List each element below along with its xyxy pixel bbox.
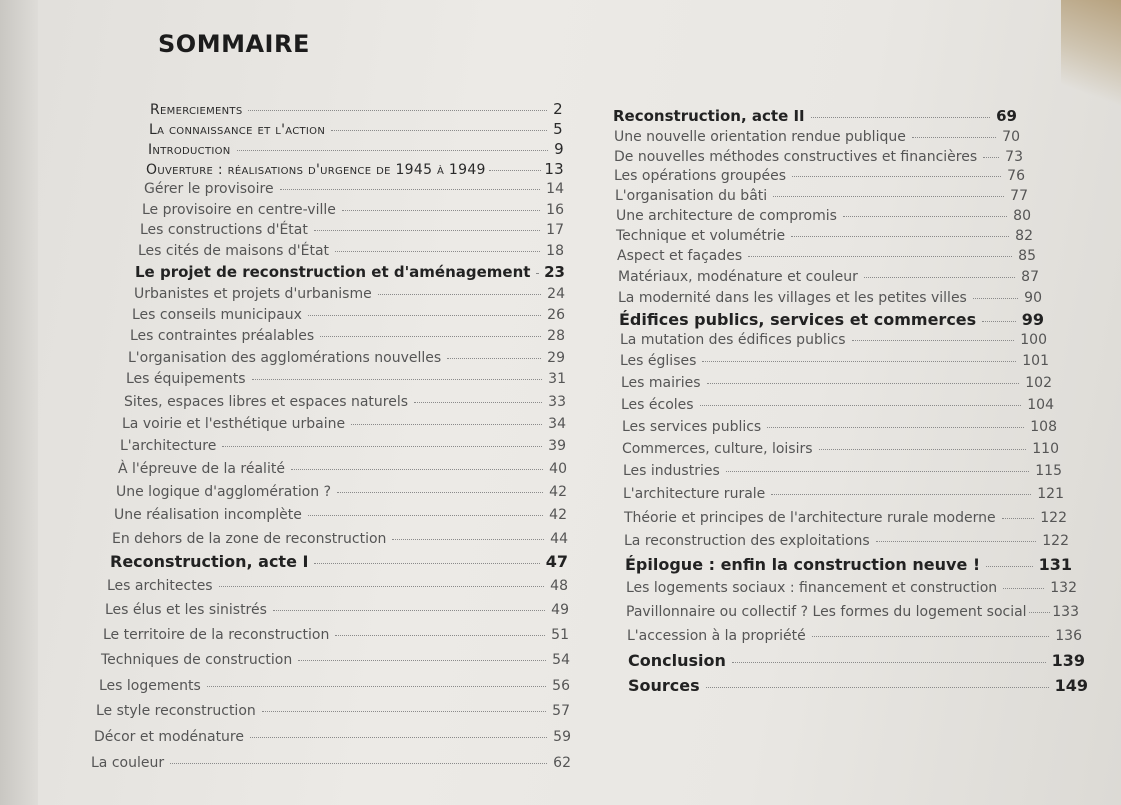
toc-entry: Conclusion 139 xyxy=(628,651,1085,670)
toc-entry: Le territoire de la reconstruction 51 xyxy=(103,627,569,643)
toc-entry: Gérer le provisoire 14 xyxy=(144,181,564,197)
toc-entry: Le projet de reconstruction et d'aménagement 23 xyxy=(135,263,565,281)
toc-entry: Les opérations groupées 76 xyxy=(614,168,1025,184)
toc-entry: L'architecture rurale 121 xyxy=(623,486,1064,502)
toc-entry: Technique et volumétrie 82 xyxy=(616,228,1033,244)
toc-entry: Une réalisation incomplète 42 xyxy=(114,507,567,523)
toc-entry: Les architectes 48 xyxy=(107,578,568,594)
toc-entry: Urbanistes et projets d'urbanisme 24 xyxy=(134,286,565,302)
toc-entry: Décor et modénature 59 xyxy=(94,729,571,745)
toc-entry: Les églises 101 xyxy=(620,353,1049,369)
toc-entry: À l'épreuve de la réalité 40 xyxy=(118,461,567,477)
toc-entry: Les conseils municipaux 26 xyxy=(132,307,565,323)
toc-entry: La voirie et l'esthétique urbaine 34 xyxy=(122,416,566,432)
page-corner-shadow xyxy=(1061,0,1121,120)
toc-entry: Les logements 56 xyxy=(99,678,570,694)
toc-entry: L'organisation des agglomérations nouvelles 29 xyxy=(128,350,565,366)
toc-entry: Matériaux, modénature et couleur 87 xyxy=(618,269,1039,285)
toc-entry: Reconstruction, acte I 47 xyxy=(110,552,568,571)
toc-entry: La couleur 62 xyxy=(91,755,571,771)
toc-entry: Les élus et les sinistrés 49 xyxy=(105,602,569,618)
toc-entry: L'accession à la propriété 136 xyxy=(627,628,1082,644)
toc-entry: Remerciements 2 xyxy=(150,100,563,118)
toc-entry: Les constructions d'État 17 xyxy=(140,222,564,238)
toc-entry: En dehors de la zone de reconstruction 44 xyxy=(112,531,568,547)
toc-entry: Épilogue : enfin la construction neuve ! 131 xyxy=(625,555,1072,574)
toc-entry: Aspect et façades 85 xyxy=(617,248,1036,264)
toc-entry: L'organisation du bâti 77 xyxy=(615,188,1028,204)
toc-entry: La mutation des édifices publics 100 xyxy=(620,332,1047,348)
toc-entry: Reconstruction, acte II 69 xyxy=(613,107,1017,125)
toc-entry: Édifices publics, services et commerces 99 xyxy=(619,310,1044,329)
toc-entry: Théorie et principes de l'architecture rurale moderne 122 xyxy=(624,510,1067,526)
toc-entry: La connaissance et l'action 5 xyxy=(149,120,563,138)
toc-entry: De nouvelles méthodes constructives et financières 73 xyxy=(614,149,1023,165)
toc-entry: Commerces, culture, loisirs 110 xyxy=(622,441,1059,457)
toc-entry: Les mairies 102 xyxy=(621,375,1052,391)
toc-entry: Ouverture : réalisations d'urgence de 1945 à 1949 13 xyxy=(146,160,564,178)
toc-entry: Sites, espaces libres et espaces naturels 33 xyxy=(124,394,566,410)
toc-entry: Techniques de construction 54 xyxy=(101,652,570,668)
toc-entry: Les équipements 31 xyxy=(126,371,566,387)
toc-entry: Les industries 115 xyxy=(623,463,1062,479)
toc-entry: La modernité dans les villages et les petites villes 90 xyxy=(618,290,1042,306)
toc-entry: Introduction 9 xyxy=(148,140,564,158)
toc-entry: Les écoles 104 xyxy=(621,397,1054,413)
toc-entry: L'architecture 39 xyxy=(120,438,566,454)
page-title: SOMMAIRE xyxy=(158,30,310,58)
toc-entry: Les contraintes préalables 28 xyxy=(130,328,565,344)
toc-entry: Les logements sociaux : financement et construction 132 xyxy=(626,580,1077,596)
toc-entry: Le style reconstruction 57 xyxy=(96,703,570,719)
toc-entry: Les services publics 108 xyxy=(622,419,1057,435)
toc-entry: Une logique d'agglomération ? 42 xyxy=(116,484,567,500)
toc-entry: La reconstruction des exploitations 122 xyxy=(624,533,1069,549)
toc-entry: Pavillonnaire ou collectif ? Les formes du logement social 133 xyxy=(626,604,1079,620)
toc-entry: Une nouvelle orientation rendue publique 70 xyxy=(614,129,1020,145)
toc-entry: Une architecture de compromis 80 xyxy=(616,208,1031,224)
toc-entry: Les cités de maisons d'État 18 xyxy=(138,243,564,259)
toc-entry: Le provisoire en centre-ville 16 xyxy=(142,202,564,218)
toc-entry: Sources 149 xyxy=(628,676,1088,695)
